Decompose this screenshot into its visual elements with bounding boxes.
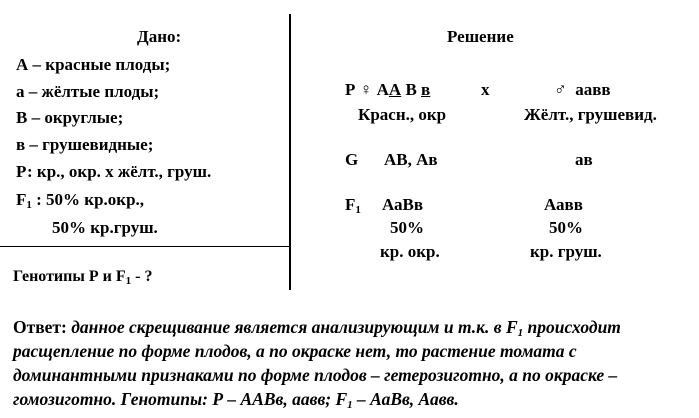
f1-genotype-2: Аавв: [544, 195, 583, 214]
f1-phenotype-1: кр. окр.: [380, 242, 440, 261]
given-f1-text: : 50% кр.окр.,: [31, 190, 145, 209]
f1-percent-1: 50%: [390, 218, 424, 237]
female-symbol-icon: ♀: [359, 80, 373, 99]
f1-genotype-1: АаВв: [382, 195, 424, 214]
given-f1-line-2: 50% кр.груш.: [52, 218, 158, 237]
given-title: Дано:: [137, 27, 182, 46]
parent-male: [554, 80, 611, 100]
f1-phenotype-2: кр. груш.: [530, 242, 602, 261]
given-divider: [0, 246, 290, 247]
parent-female: Р ♀ АА В в: [345, 80, 431, 99]
f1-label: $F_1$: [345, 195, 361, 216]
cross-sign: х: [481, 80, 490, 99]
given-f1-label: F: [16, 190, 27, 209]
given-f1-line: [16, 190, 144, 210]
male-symbol-icon: ♂: [554, 80, 567, 99]
given-line-3: В – округлые;: [16, 108, 124, 127]
gametes-label: G: [345, 150, 359, 169]
given-line-2: а – жёлтые плоды;: [16, 82, 160, 101]
answer-label: Ответ:: [13, 317, 67, 337]
gametes-female: АВ, Ав: [384, 150, 438, 169]
column-divider: [289, 14, 291, 290]
question-sub: 1: [125, 275, 132, 287]
p-label: Р: [345, 80, 356, 99]
question-text: Генотипы Р и F: [13, 268, 126, 285]
given-line-5: Р: кр., окр. х жёлт., груш.: [16, 162, 212, 181]
answer-line-2: расщепление по форме плодов, а по окраске нет, то растение томата с: [13, 341, 577, 361]
f1-percent-2: 50%: [549, 218, 583, 237]
solution-title: Решение: [447, 27, 514, 46]
question: [13, 268, 152, 286]
question-mark: - ?: [131, 268, 153, 285]
answer-line-1: Ответ: данное скрещивание является анализирующим и т.к. в $F_1$ происходит: [13, 317, 621, 339]
given-line-4: в – грушевидные;: [16, 135, 154, 154]
answer-line-4: гомозиготно. Генотипы: Р – ААВв, аавв; $F_1$ – АаВв, Аавв.: [13, 389, 459, 411]
given-line-1: А – красные плоды;: [16, 55, 171, 74]
male-phenotype: Жёлт., грушевид.: [524, 105, 657, 124]
female-phenotype: Красн., окр: [358, 105, 447, 124]
gametes-male: ав: [575, 150, 593, 169]
answer-line-3: доминантными признаками по форме плодов – гетерозиготно, а по окраске –: [13, 365, 618, 385]
given-f1-sub: 1: [26, 199, 32, 211]
male-genotype: аавв: [575, 80, 611, 99]
